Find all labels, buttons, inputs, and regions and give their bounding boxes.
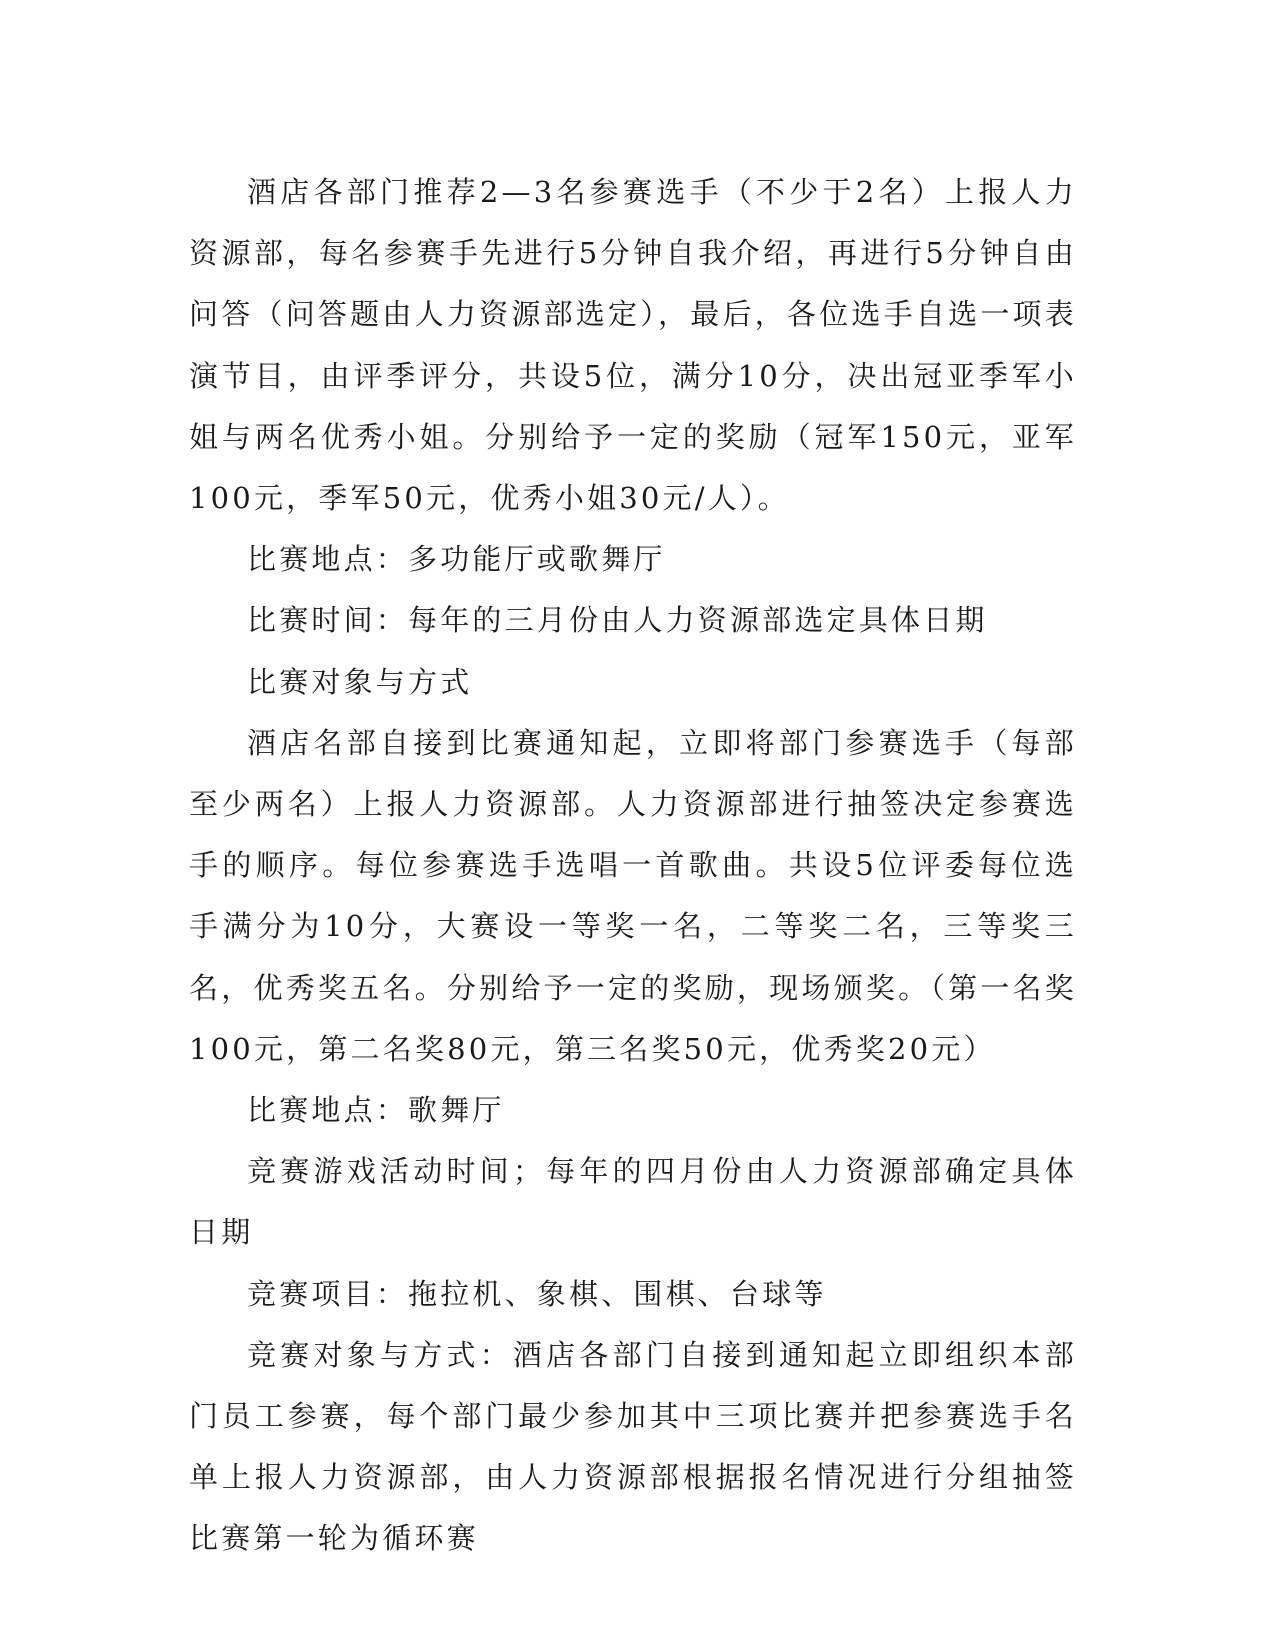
paragraph-games-rules: 竞赛对象与方式：酒店各部门自接到通知起立即组织本部门员工参赛，每个部门最少参加其中三项比赛并把参赛选手名单上报人力资源部，由人力资源部根据报名情况进行分组抽签比赛第一轮为循环赛 bbox=[189, 1337, 1077, 1556]
paragraph-games-items: 竞赛项目：拖拉机、象棋、围棋、台球等 bbox=[247, 1276, 827, 1311]
paragraph-games-time: 竞赛游戏活动时间；每年的四月份由人力资源部确定具体日期 bbox=[189, 1154, 1077, 1250]
paragraph-singing-heading: 比赛对象与方式 bbox=[247, 664, 473, 699]
paragraph-pageant-time: 比赛时间：每年的三月份由人力资源部选定具体日期 bbox=[247, 603, 988, 638]
paragraph-pageant-rules: 酒店各部门推荐2—3名参赛选手（不少于2名）上报人力资源部，每名参赛手先进行5分钟自我介绍，再进行5分钟自由问答（问答题由人力资源部选定），最后，各位选手自选一项表演节目，由评季评分，共设5位，满分10分，决出冠亚季军小姐与两名优秀小姐。分别给予一定的奖励（冠军150元，亚军100元，季军50元，优秀小姐30元/人）。 bbox=[189, 175, 1077, 516]
paragraph-pageant-venue: 比赛地点：多功能厅或歌舞厅 bbox=[247, 542, 666, 577]
paragraph-singing-venue: 比赛地点：歌舞厅 bbox=[247, 1093, 505, 1128]
paragraph-singing-rules: 酒店名部自接到比赛通知起，立即将部门参赛选手（每部至少两名）上报人力资源部。人力资源部进行抽签决定参赛选手的顺序。每位参赛选手选唱一首歌曲。共设5位评委每位选手满分为10分，大赛设一等奖一名，二等奖二名，三等奖三名，优秀奖五名。分别给予一定的奖励，现场颁奖。（第一名奖100元，第二名奖80元，第三名奖50元，优秀奖20元） bbox=[189, 725, 1077, 1066]
document-body bbox=[189, 162, 1077, 1570]
